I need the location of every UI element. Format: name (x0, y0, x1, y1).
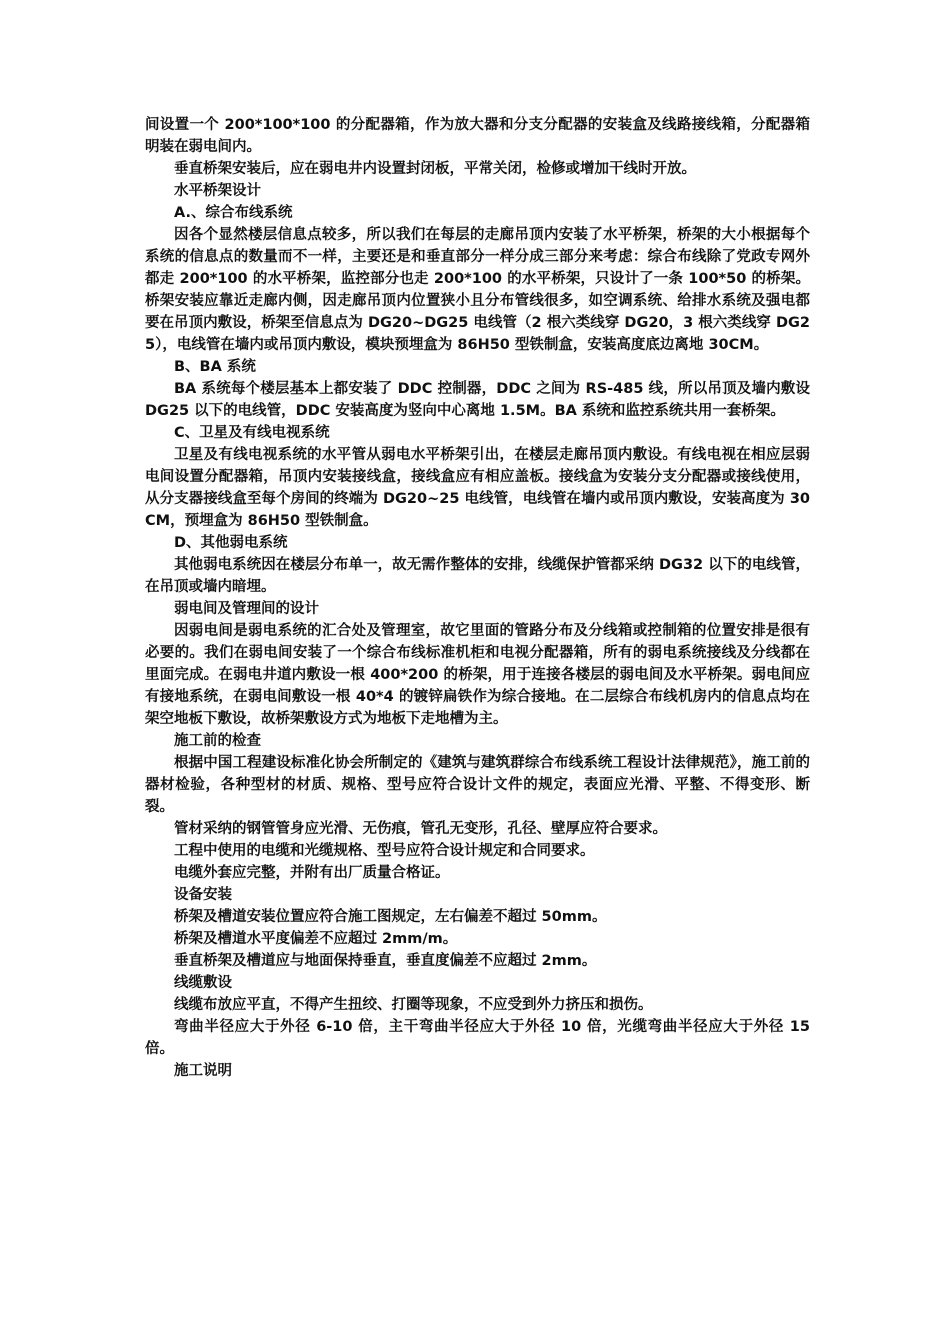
heading-equipment-installation: 设备安装 (174, 887, 232, 903)
paragraph-standards: 根据中国工程建设标准化协会所制定的《建筑与建筑群综合布线系统工程设计法律规范》，施工前的器材检验，各种型材的材质、规格、型号应符合设计文件的规定，表面应光滑、平整、不得变形、断裂。 (145, 755, 810, 815)
paragraph-steel-pipe: 管材采纳的钢管管身应光滑、无伤痕，管孔无变形，孔径、壁厚应符合要求。 (174, 821, 667, 837)
paragraph-weak-current-room: 因弱电间是弱电系统的汇合处及管理室，故它里面的管路分布及分线箱或控制箱的位置安排是很有必要的。我们在弱电间安装了一个综合布线标准机柜和电视分配器箱，所有的弱电系统接线及分线都在里面完成。在弱电井道内敷设一根 400*200 的桥架，用于连接各楼层的弱电间及水平桥架。弱电间应有接地系统，在弱电间敷设一根 40*4 的镀锌扁铁作为综合接地。在二层综合布线机房内的信息点均在架空地板下敷设，故桥架敷设方式为地板下走地槽为主。 (145, 623, 810, 727)
heading-weak-current-room: 弱电间及管理间的设计 (174, 601, 319, 617)
heading-pre-construction-check: 施工前的检查 (174, 733, 261, 749)
paragraph-cable-straight: 线缆布放应平直，不得产生扭绞、打圈等现象，不应受到外力挤压和损伤。 (174, 997, 653, 1013)
paragraph-tray-vertical: 垂直桥架及槽道应与地面保持垂直，垂直度偏差不应超过 2mm。 (174, 953, 597, 969)
paragraph-bend-radius: 弯曲半径应大于外径 6-10 倍，主干弯曲半径应大于外径 10 倍，光缆弯曲半径应大于外径 15 倍。 (145, 1019, 810, 1057)
paragraph-integrated-cabling: 因各个显然楼层信息点较多，所以我们在每层的走廊吊顶内安装了水平桥架，桥架的大小根据每个系统的信息点的数量而不一样，主要还是和垂直部分一样分成三部分来考虑：综合布线除了党政专网外都走 200*100 的水平桥架，监控部分也走 200*100 的水平桥架，只设计了一条 100*50 的桥架。桥架安装应靠近走廊内侧，因走廊吊顶内位置狭小且分布管线很多，如空调系统、给排水系统及强电都要在吊顶内敷设，桥架至信息点为 DG20~DG25 电线管（2 根六类线穿 DG20，3 根六类线穿 DG25），电线管在墙内或吊顶内敷设，模块预埋盒为 86H50 型铁制盒，安装高度底边离地 30CM。 (145, 227, 810, 353)
paragraph-tray-position: 桥架及槽道安装位置应符合施工图规定，左右偏差不超过 50mm。 (174, 909, 607, 925)
heading-ba-system: B、BA 系统 (174, 359, 256, 375)
paragraph-vertical-tray-seal: 垂直桥架安装后，应在弱电井内设置封闭板，平常关闭，检修或增加干线时开放。 (174, 161, 696, 177)
heading-satellite-cable-tv: C、卫星及有线电视系统 (174, 425, 330, 441)
heading-integrated-cabling: A.、综合布线系统 (174, 205, 293, 221)
paragraph-cable-tv-box: 间设置一个 200*100*100 的分配器箱，作为放大器和分支分配器的安装盒及线路接线箱，分配器箱明装在弱电间内。 (145, 117, 810, 155)
paragraph-satellite-cable-tv: 卫星及有线电视系统的水平管从弱电水平桥架引出，在楼层走廊吊顶内敷设。有线电视在相应层弱电间设置分配器箱，吊顶内安装接线盒，接线盒应有相应盖板。接线盒为安装分支分配器或接线使用，从分支器接线盒至每个房间的终端为 DG20~25 电线管，电线管在墙内或吊顶内敷设，安装高度为 30CM，预埋盒为 86H50 型铁制盒。 (145, 447, 810, 529)
paragraph-tray-level: 桥架及槽道水平度偏差不应超过 2mm/m。 (174, 931, 458, 947)
heading-horizontal-tray-design: 水平桥架设计 (174, 183, 261, 199)
document-body (145, 114, 810, 1082)
paragraph-other-systems: 其他弱电系统因在楼层分布单一，故无需作整体的安排，线缆保护管都采纳 DG32 以下的电线管，在吊顶或墙内暗埋。 (145, 557, 810, 595)
heading-other-systems: D、其他弱电系统 (174, 535, 288, 551)
paragraph-cable-specs: 工程中使用的电缆和光缆规格、型号应符合设计规定和合同要求。 (174, 843, 595, 859)
paragraph-ba-system: BA 系统每个楼层基本上都安装了 DDC 控制器，DDC 之间为 RS-485 线，所以吊顶及墙内敷设 DG25 以下的电线管，DDC 安装高度为竖向中心离地 1.5M。BA 系统和监控系统共用一套桥架。 (145, 381, 810, 419)
heading-construction-notes: 施工说明 (174, 1063, 232, 1079)
heading-cable-laying: 线缆敷设 (174, 975, 232, 991)
paragraph-cable-jacket: 电缆外套应完整，并附有出厂质量合格证。 (174, 865, 450, 881)
